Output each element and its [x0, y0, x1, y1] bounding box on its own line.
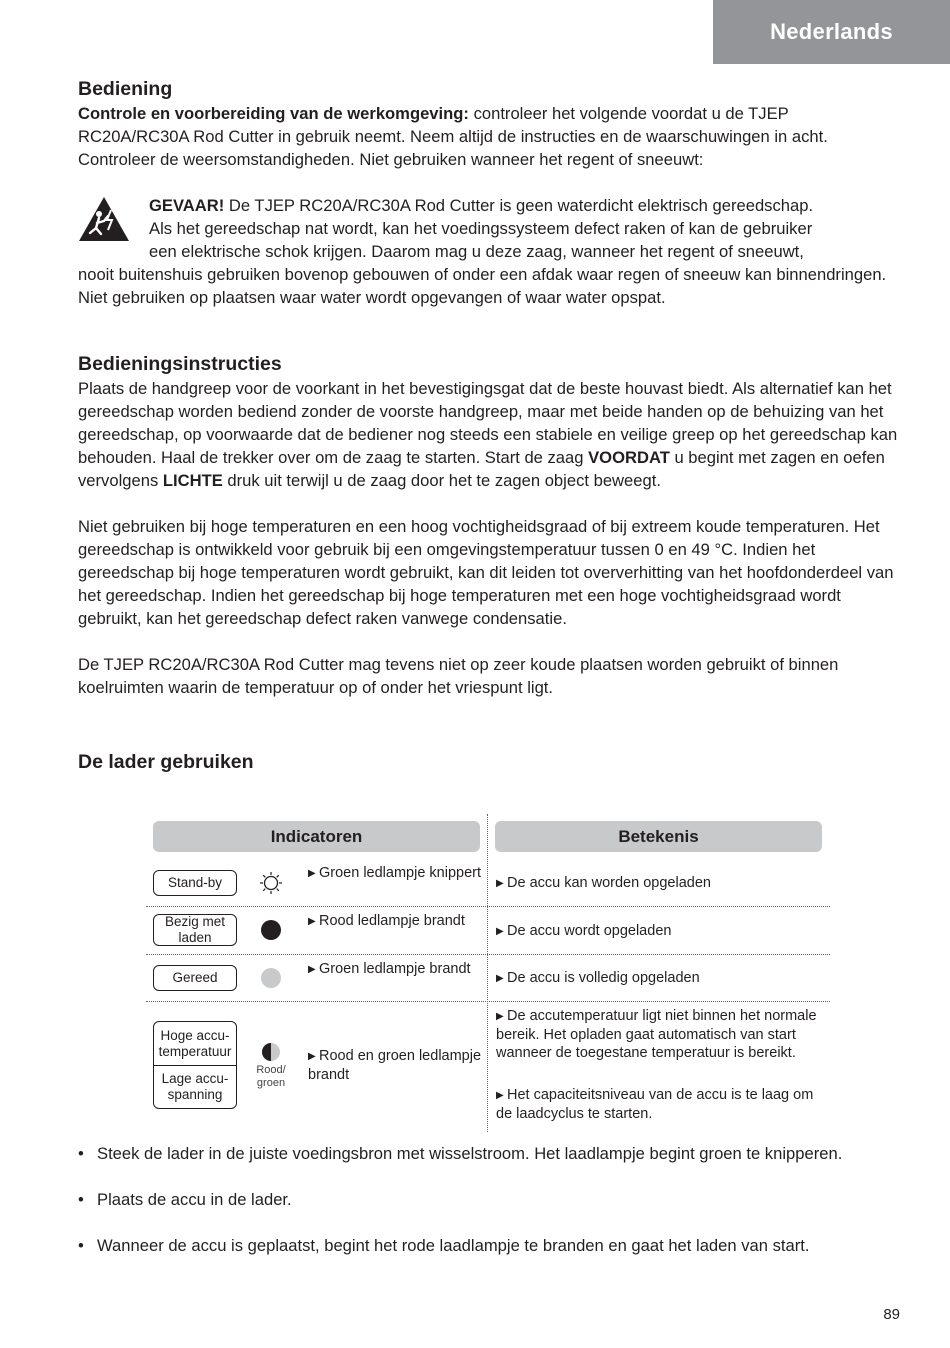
arrow-right-icon: ▶	[496, 926, 504, 937]
danger-line-3: een elektrische schok krijgen. Daarom mag u deze zaag, wanneer het regent of sneeuwt,	[149, 242, 804, 261]
column-divider	[487, 814, 488, 1132]
state-badge-battery-fault	[153, 1021, 237, 1109]
p1-text-a: Plaats de handgreep voor de voorkant in het bevestigingsgat dat de beste houvast biedt. Als alternatief kan het gereedschap worden bediend zonder de voorste handgreep, maar met beide handen op de behuizing van het gereedschap, op voorwaarde dat de bediener nog steeds een stabiele en veilige greep op het gereedschap kan behouden. Haal de trekker over om de zaag te starten. Start de zaag	[78, 379, 898, 467]
arrow-right-icon: ▶	[308, 868, 316, 879]
meaning-label: De accu kan worden opgeladen	[507, 875, 711, 891]
half-led-icon	[261, 1042, 281, 1062]
p1-text-e: druk uit terwijl u de zaag door het te zagen object beweegt.	[222, 471, 661, 490]
instructions-paragraph-2: Niet gebruiken bij hoge temperaturen en een hoog vochtigheidsgraad of bij extreem koude temperaturen. Het gereedschap is ontwikkeld voor gebruik bij een omgevingstemperatuur tussen 0 en 49 °C. Indien het gereedschap bij hoge temperaturen wordt gebruikt, kan dit leiden tot oververhitting van het hoofdonderdeel van het gereedschap. Indien het gereedschap bij hoge temperaturen met een hoge vochtigheidsgraad wordt gebruikt, kan het gereedschap defect raken vanwege condensatie.	[78, 517, 894, 628]
danger-label: GEVAAR!	[149, 196, 225, 215]
danger-indented-lines	[78, 194, 900, 263]
arrow-right-icon: ▶	[308, 1051, 316, 1062]
arrow-right-icon: ▶	[496, 1090, 504, 1101]
led-color-label: Rood/ groen	[256, 1064, 286, 1089]
arrow-right-icon: ▶	[308, 916, 316, 927]
electric-shock-warning-icon	[78, 196, 130, 242]
section-heading-bedieningsinstructies: Bedieningsinstructies	[78, 353, 282, 375]
blinking-led-icon	[259, 871, 283, 895]
row-divider	[146, 954, 830, 955]
meaning-text	[496, 874, 826, 893]
intro-text: controleer het volgende voordat u de TJEP RC20A/RC30A Rod Cutter in gebruik neemt. Neem altijd de instructies en de waarschuwingen in acht. Controleer de weersomstandigheden. Niet gebruiken wanneer het regent of sneeuwt:	[78, 104, 828, 169]
instructions-paragraph-1	[78, 377, 900, 492]
p1-emphasis-lichte: LICHTE	[162, 471, 223, 490]
indicator-label: Groen ledlampje knippert	[319, 865, 482, 881]
indicator-text	[308, 864, 483, 883]
arrow-right-icon: ▶	[496, 1011, 504, 1022]
indicator-text	[308, 1047, 483, 1084]
charger-indicator-table	[146, 814, 830, 1132]
instructions-paragraph-3: De TJEP RC20A/RC30A Rod Cutter mag tevens niet op zeer koude plaatsen worden gebruikt of binnen koelruimten waarin de temperatuur op of onder het vriespunt ligt.	[78, 655, 839, 697]
meaning-text	[496, 1086, 826, 1123]
meaning-label: De accu is volledig opgeladen	[507, 970, 700, 986]
header-meaning: Betekenis	[495, 821, 822, 852]
state-badge-charging: Bezig met laden	[153, 914, 237, 946]
arrow-right-icon: ▶	[496, 878, 504, 889]
charger-steps-list	[78, 1142, 900, 1280]
meaning-label: Het capaciteitsniveau van de accu is te laag om de laadcyclus te starten.	[496, 1087, 814, 1122]
state-badge-standby: Stand-by	[153, 870, 237, 896]
solid-dark-led-icon	[261, 920, 281, 940]
danger-rest: nooit buitenshuis gebruiken bovenop gebouwen of onder een afdak waar regen of sneeuw kan binnendringen. Niet gebruiken op plaatsen waar water wordt opgevangen of waar water opspat.	[78, 265, 887, 307]
language-tab: Nederlands	[713, 0, 950, 64]
indicator-label: Rood en groen ledlampje brandt	[308, 1048, 482, 1083]
state-low-voltage: Lage accu-spanning	[154, 1065, 236, 1108]
indicator-text	[308, 960, 483, 979]
solid-light-led-icon	[261, 968, 281, 988]
state-badge-ready: Gereed	[153, 965, 237, 991]
intro-bold-label: Controle en voorbereiding van de werkomgeving:	[78, 104, 469, 123]
state-high-temp: Hoge accu-temperatuur	[158, 1027, 232, 1059]
main-content	[78, 76, 900, 775]
meaning-text	[496, 969, 826, 988]
list-item: • Wanneer de accu is geplaatst, begint het rode laadlampje te branden en gaat het laden van start.	[78, 1234, 900, 1257]
header-indicators: Indicatoren	[153, 821, 480, 852]
list-item: • Plaats de accu in de lader.	[78, 1188, 900, 1211]
intro-paragraph	[78, 102, 900, 171]
row-divider	[146, 1001, 830, 1002]
danger-line-2: Als het gereedschap nat wordt, kan het voedingssysteem defect raken of kan de gebruiker	[149, 219, 813, 238]
meaning-text	[496, 1007, 826, 1062]
danger-warning	[78, 194, 900, 309]
arrow-right-icon: ▶	[496, 973, 504, 984]
indicator-label: Rood ledlampje brandt	[319, 913, 465, 929]
indicator-label: Groen ledlampje brandt	[319, 961, 471, 977]
page-number: 89	[883, 1306, 900, 1323]
p1-text-c: u begint met zagen en oefen vervolgens	[78, 448, 885, 490]
section-heading-bediening: Bediening	[78, 78, 173, 100]
p1-emphasis-voordat: VOORDAT	[588, 448, 670, 467]
danger-line-1-text: De TJEP RC20A/RC30A Rod Cutter is geen waterdicht elektrisch gereedschap.	[224, 196, 814, 215]
meaning-label: De accutemperatuur ligt niet binnen het normale bereik. Het opladen gaat automatisch van start wanneer de toegestane temperatuur is bereikt.	[496, 1008, 817, 1061]
section-heading-lader: De lader gebruiken	[78, 751, 254, 773]
row-divider	[146, 906, 830, 907]
indicator-text	[308, 912, 483, 931]
meaning-label: De accu wordt opgeladen	[507, 923, 672, 939]
arrow-right-icon: ▶	[308, 964, 316, 975]
danger-line-1	[149, 194, 900, 217]
meaning-text	[496, 922, 826, 941]
list-item: • Steek de lader in de juiste voedingsbron met wisselstroom. Het laadlampje begint groen te knipperen.	[78, 1142, 900, 1165]
